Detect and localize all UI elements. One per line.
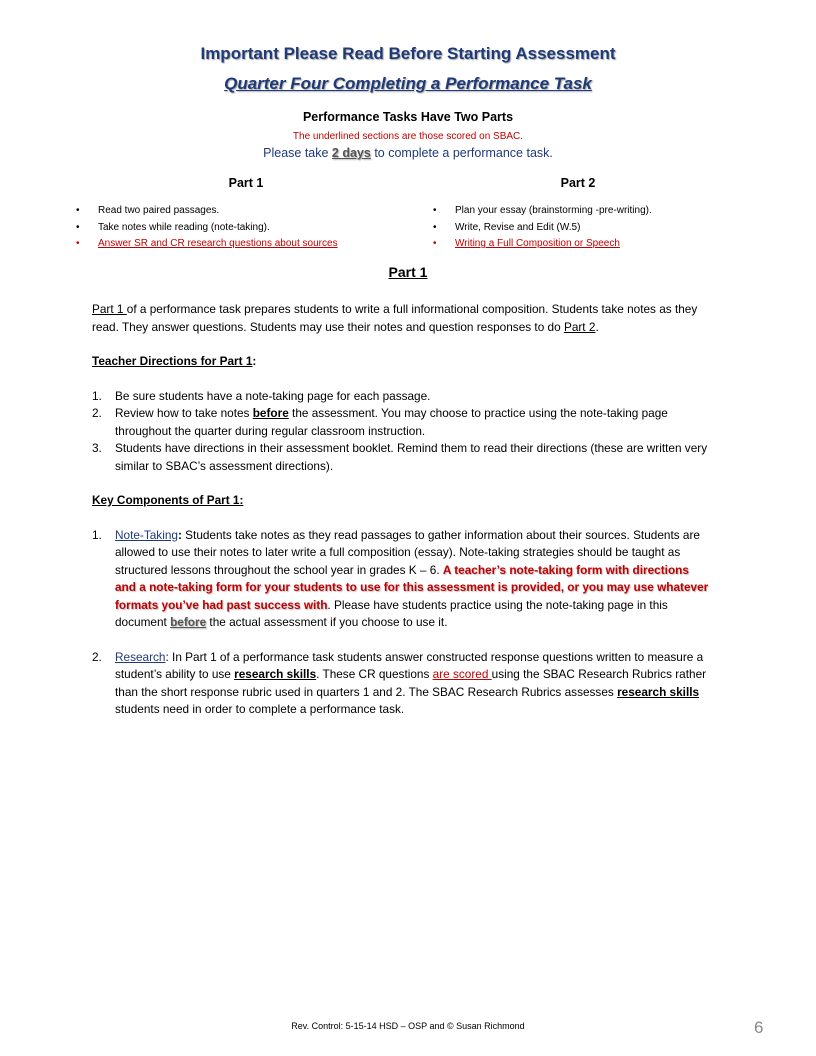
two-days-line bbox=[0, 146, 816, 160]
direction-item: 2. Review how to take notes before the assessment. You may choose to practice using the note-taking page throughout the quarter during regular classroom instruction. bbox=[92, 406, 668, 438]
component-item: 1. Note-Taking: Students take notes as they read passages to gather information about their sources. Students are allowed to use their notes to later write a full composition (essay). Note-taking strategies should be taught as structured lessons throughout the school year in grades K – 6. A teacher’s note-taking form with directions and a note-taking form for your students to use for this assessment is provided, or you may use whatever formats you’ve had past success with. Please have students practice using the note-taking page in this document before the actual assessment if you choose to use it. bbox=[92, 527, 709, 629]
component-item: 2. Research: In Part 1 of a performance task students answer constructed response questions written to measure a student’s ability to use research skills. These CR questions are scored using the SBAC Research Rubrics rather than the short response rubric used in quarters 1 and 2. The SBAC Research Rubrics assesses research skills students need in order to complete a performance task. bbox=[92, 649, 707, 716]
page-subtitle: Quarter Four Completing a Performance Task bbox=[224, 74, 592, 93]
two-parts-heading: Performance Tasks Have Two Parts bbox=[302, 110, 514, 124]
part1-item: • Answer SR and CR research questions about sources bbox=[76, 236, 406, 253]
page-title: Important Please Read Before Starting Assessment bbox=[200, 44, 616, 63]
part2-column-heading: Part 2 bbox=[560, 176, 596, 190]
key-components-heading: Key Components of Part 1: bbox=[92, 493, 244, 507]
sbac-note: The underlined sections are those scored on SBAC. bbox=[292, 131, 524, 142]
part2-list bbox=[433, 203, 763, 253]
intro-paragraph: Part 1 of a performance task prepares students to write a full informational composition. Students take notes as they read. They answer questions. Students may use their notes and question responses to do Part 2. bbox=[92, 302, 698, 334]
page-number: 6 bbox=[754, 1018, 764, 1037]
direction-item: 1. Be sure students have a note-taking page for each passage. bbox=[92, 388, 431, 403]
body-text bbox=[92, 301, 712, 719]
section-heading: Part 1 bbox=[388, 264, 428, 280]
part2-item: • Write, Revise and Edit (W.5) bbox=[433, 220, 763, 237]
take-prefix: Please take bbox=[263, 146, 332, 160]
part1-list bbox=[76, 203, 406, 253]
part1-item: • Take notes while reading (note-taking). bbox=[76, 220, 406, 237]
take-suffix: to complete a performance task. bbox=[370, 146, 553, 160]
part1-column-heading: Part 1 bbox=[228, 176, 264, 190]
two-days: 2 days bbox=[331, 146, 371, 160]
direction-item: 3. Students have directions in their assessment booklet. Remind them to read their directions (these are written very similar to SBAC’s assessment directions). bbox=[92, 441, 708, 473]
part2-item: • Writing a Full Composition or Speech bbox=[433, 236, 763, 253]
part2-item: • Plan your essay (brainstorming -pre-writing). bbox=[433, 203, 763, 220]
footer-revision: Rev. Control: 5-15-14 HSD – OSP and © Susan Richmond bbox=[291, 1021, 525, 1031]
part1-item: • Read two paired passages. bbox=[76, 203, 406, 220]
teacher-directions-heading: Teacher Directions for Part 1: bbox=[92, 354, 257, 368]
